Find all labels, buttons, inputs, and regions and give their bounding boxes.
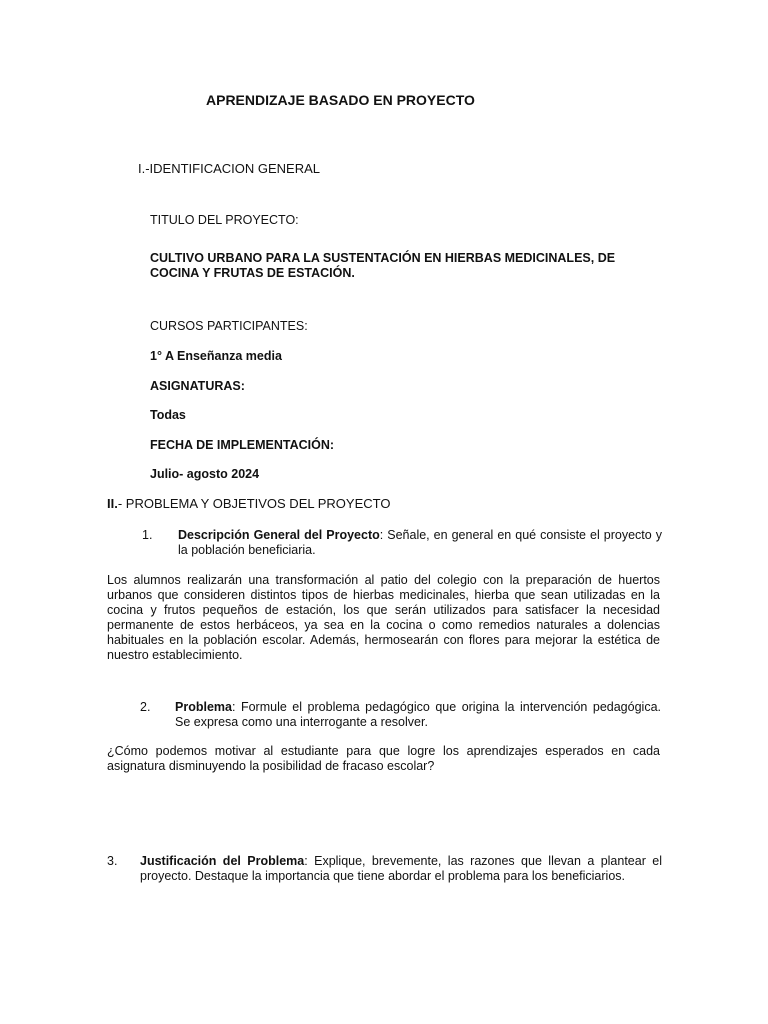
courses-label: CURSOS PARTICIPANTES: <box>150 319 308 333</box>
courses-value: 1° A Enseñanza media <box>150 349 282 363</box>
subjects-value: Todas <box>150 408 186 422</box>
list-item-number: 2. <box>140 700 151 714</box>
list-item-bold: Justificación del Problema <box>140 854 305 868</box>
section-2-heading <box>107 496 390 511</box>
document-title: APRENDIZAJE BASADO EN PROYECTO <box>206 92 475 108</box>
section-2-heading-text: - PROBLEMA Y OBJETIVOS DEL PROYECTO <box>117 496 391 511</box>
implementation-date-value: Julio- agosto 2024 <box>150 467 260 481</box>
list-item-text <box>175 700 661 730</box>
list-item-text <box>140 854 662 884</box>
list-item-bold: Descripción General del Proyecto <box>178 528 380 542</box>
list-item-body: : Explique, brevemente, las razones que llevan a plantear el proyecto. Destaque la importancia que tiene abordar el problema para los beneficiarios. <box>140 854 662 883</box>
list-item-body: : Señale, en general en qué consiste el proyecto y la población beneficiaria. <box>178 528 663 557</box>
problem-paragraph: ¿Cómo podemos motivar al estudiante para que logre los aprendizajes esperados en cada asignatura disminuyendo la posibilidad de fracaso escolar? <box>107 744 660 773</box>
project-title-value: CULTIVO URBANO PARA LA SUSTENTACIÓN EN HIERBAS MEDICINALES, DE COCINA Y FRUTAS DE ESTACIÓN. <box>150 251 616 280</box>
section-1-heading: I.-IDENTIFICACION GENERAL <box>138 161 321 176</box>
project-title-label: TITULO DEL PROYECTO: <box>150 213 299 227</box>
list-item-number: 3. <box>107 854 118 868</box>
subjects-label: ASIGNATURAS: <box>150 379 245 393</box>
implementation-date-label: FECHA DE IMPLEMENTACIÓN: <box>150 438 335 452</box>
project-description-paragraph: Los alumnos realizarán una transformación al patio del colegio con la preparación de huertos urbanos que consideren distintos tipos de hierbas medicinales, hierba que sean utilizadas en la cocina y frutos pequeños de estación, los que serán utilizados para satisfacer la necesidad permanente de estos herbáceos, ya sea en la cocina o como remedios naturales a dolencias habituales en la población escolar. Además, hermosearán con flores para mejorar la estética de nuestro establecimiento. <box>107 573 660 662</box>
list-item-number: 1. <box>142 528 153 542</box>
list-item-text <box>178 528 662 558</box>
list-item-bold: Problema <box>175 700 232 714</box>
section-2-heading-prefix: II. <box>107 496 118 511</box>
list-item-body: : Formule el problema pedagógico que origina la intervención pedagógica. Se expresa como una interrogante a resolver. <box>175 700 661 729</box>
